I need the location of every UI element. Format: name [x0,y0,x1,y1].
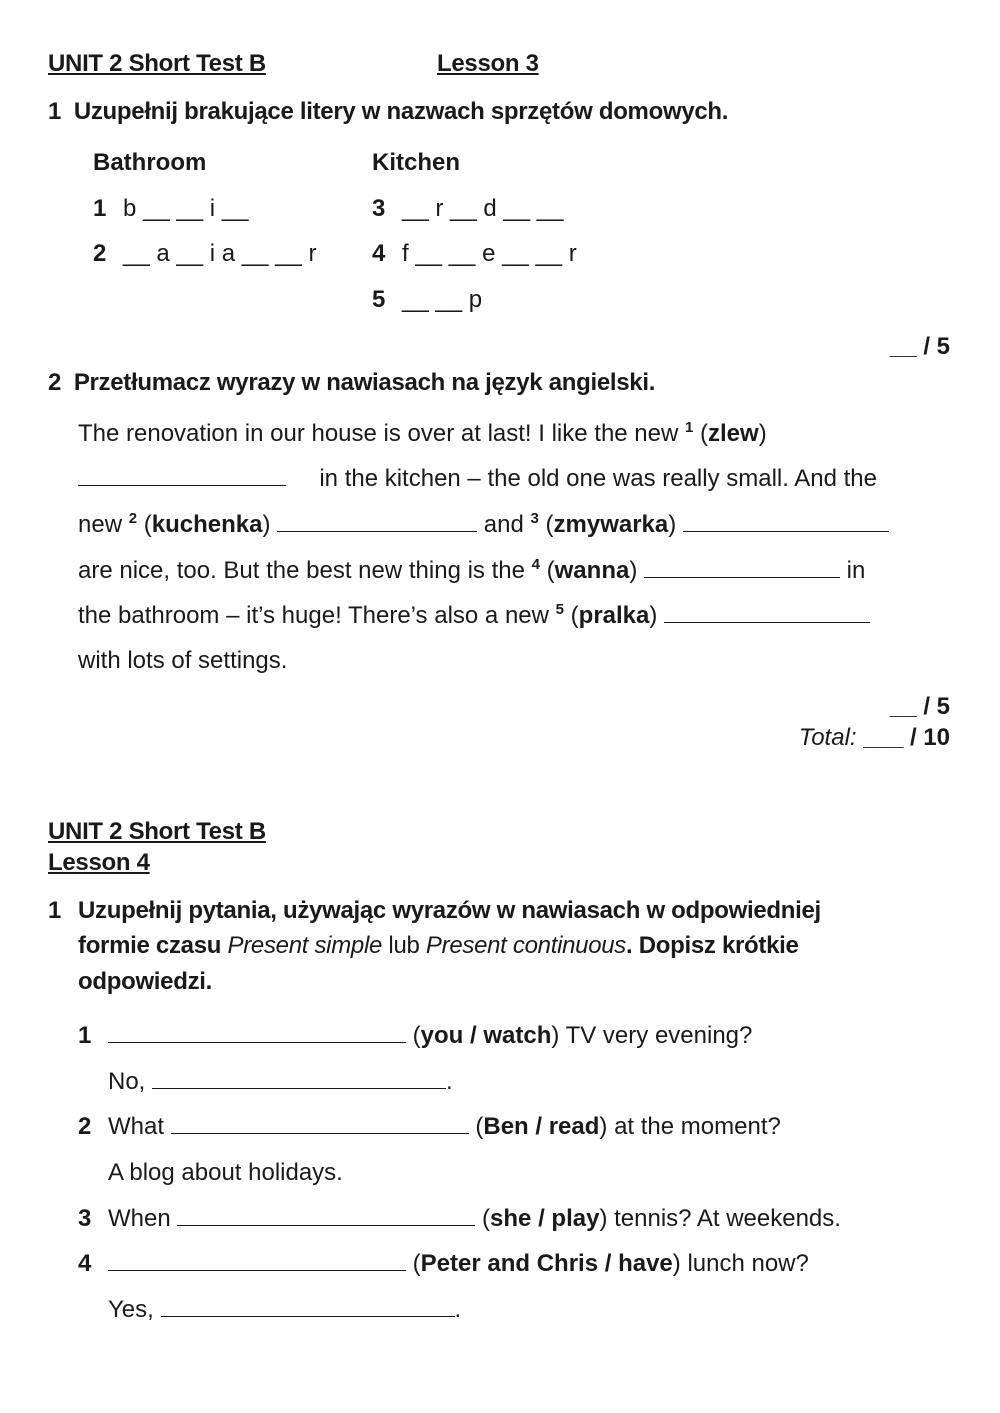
exercise-2-score: __ / 5 [889,693,950,720]
answer-blank[interactable] [108,1269,406,1271]
word-gap-item [93,195,248,223]
text: in the kitchen – the old one was really small. And the [319,465,878,492]
text-line [78,465,877,493]
text-line: are nice, too. But the best new thing is the $^4$ (wanna) in [78,556,866,584]
item-number: 4 [372,240,386,267]
text: formie czasu [78,932,222,959]
text: . Dopisz krótkie [626,932,799,959]
unit-title: UNIT 2 Short Test B [48,50,266,77]
instruction-line: odpowiedzi. [78,968,213,995]
question-number: 3 [78,1205,92,1232]
instruction-line: Uzupełnij pytania, używając wyrazów w nawiasach w odpowiedniej [78,897,821,924]
word-gap-item [372,286,482,314]
item-gaps: __ a __ i a __ __ r [123,240,317,267]
answer-blank[interactable] [171,1132,469,1134]
exercise-2-instruction [48,369,655,397]
cue-word: Ben / read [483,1113,600,1140]
tense-name: Present continuous [425,932,626,959]
answer-blank[interactable] [177,1224,475,1226]
total-label: Total: [798,724,857,751]
cue-word: wanna [554,557,630,584]
exercise-number: 2 [48,369,62,396]
lesson-title: Lesson 3 [437,50,539,77]
text: No, [108,1068,146,1095]
instruction-line [78,932,799,960]
text: . [454,1296,462,1323]
item-gaps: __ r __ d __ __ [402,195,564,222]
text: Yes, [108,1296,154,1323]
text-line: new $^2$ (kuchenka) and $^3$ (zmywarka) [78,510,889,539]
text: new [78,511,123,538]
item-number: 5 [372,286,386,313]
item-number: 3 [372,195,386,222]
answer-4 [108,1296,461,1324]
answer-1 [108,1068,453,1096]
question-4: 4 (Peter and Chris / have) lunch now? [78,1250,809,1277]
total-score [799,724,950,752]
answer-blank[interactable] [683,530,889,532]
answer-blank[interactable] [78,484,286,486]
answer-blank[interactable] [664,621,870,623]
lesson-title: Lesson 4 [48,849,150,876]
answer-blank[interactable] [152,1087,446,1089]
gap-number: 3 [530,510,539,527]
text: TV very evening? [565,1022,753,1049]
exercise-1-instruction [48,98,728,126]
cue-word: zmywarka [553,511,669,538]
question-3: 3 When (she / play) tennis? At weekends. [78,1205,841,1232]
word-gap-item [372,240,577,268]
question-number: 4 [78,1250,92,1277]
text: . [446,1068,453,1095]
bathroom-heading: Bathroom [93,149,207,176]
cue-word: Peter and Chris / have [420,1250,673,1277]
item-gaps: b __ __ i __ [123,195,249,222]
instruction-text: Uzupełnij brakujące litery w nazwach sprzętów domowych. [73,98,729,125]
item-number: 1 [93,195,107,222]
word-gap-item [372,195,563,223]
question-2: 2 What (Ben / read) at the moment? [78,1113,781,1140]
text-line: the bathroom – it’s huge! There’s also a new $^5$ (pralka) [78,601,870,630]
total-value: ___ / 10 [863,724,950,751]
text: lunch now? [687,1250,809,1277]
question-number: 2 [78,1113,92,1140]
gap-number: 1 [685,419,694,436]
item-gaps: f __ __ e __ __ r [402,240,577,267]
exercise-number: 1 [48,98,62,125]
text-line: The renovation in our house is over at last! I like the new $^1$ (zlew) [78,419,767,447]
kitchen-heading: Kitchen [372,149,461,176]
text: the bathroom – it’s huge! There’s also a new [78,602,549,629]
text: and [483,511,524,538]
exercise-1-score: __ / 5 [889,333,950,360]
answer-blank[interactable] [161,1315,455,1317]
answer-blank[interactable] [644,576,840,578]
gap-number: 4 [531,556,540,573]
cue-word: she / play [490,1205,600,1232]
text: When [108,1205,171,1232]
text: What [108,1113,165,1140]
exercise-number: 1 [48,897,62,924]
cue-word: kuchenka [151,511,263,538]
word-gap-item [93,240,316,268]
instruction-text: Przetłumacz wyrazy w nawiasach na język angielski. [73,369,656,396]
gap-number: 5 [555,601,564,618]
tense-name: Present simple [227,932,383,959]
answer-blank[interactable] [277,530,477,532]
question-number: 1 [78,1022,92,1049]
question-1: 1 (you / watch) TV very evening? [78,1022,753,1049]
text: are nice, too. But the best new thing is the [78,557,525,584]
text: tennis? At weekends. [614,1205,841,1232]
text: at the moment? [614,1113,781,1140]
text-line: with lots of settings. [78,647,288,674]
item-number: 2 [93,240,107,267]
cue-word: pralka [578,602,650,629]
gap-number: 2 [128,510,138,527]
item-gaps: __ __ p [402,286,483,313]
text: in [846,557,866,584]
unit-title: UNIT 2 Short Test B [48,818,266,845]
cue-word: zlew [708,420,759,447]
text: lub [388,932,420,959]
answer-2: A blog about holidays. [108,1159,343,1186]
text: The renovation in our house is over at last! I like the new [78,420,679,447]
cue-word: you / watch [420,1022,552,1049]
answer-blank[interactable] [108,1041,406,1043]
